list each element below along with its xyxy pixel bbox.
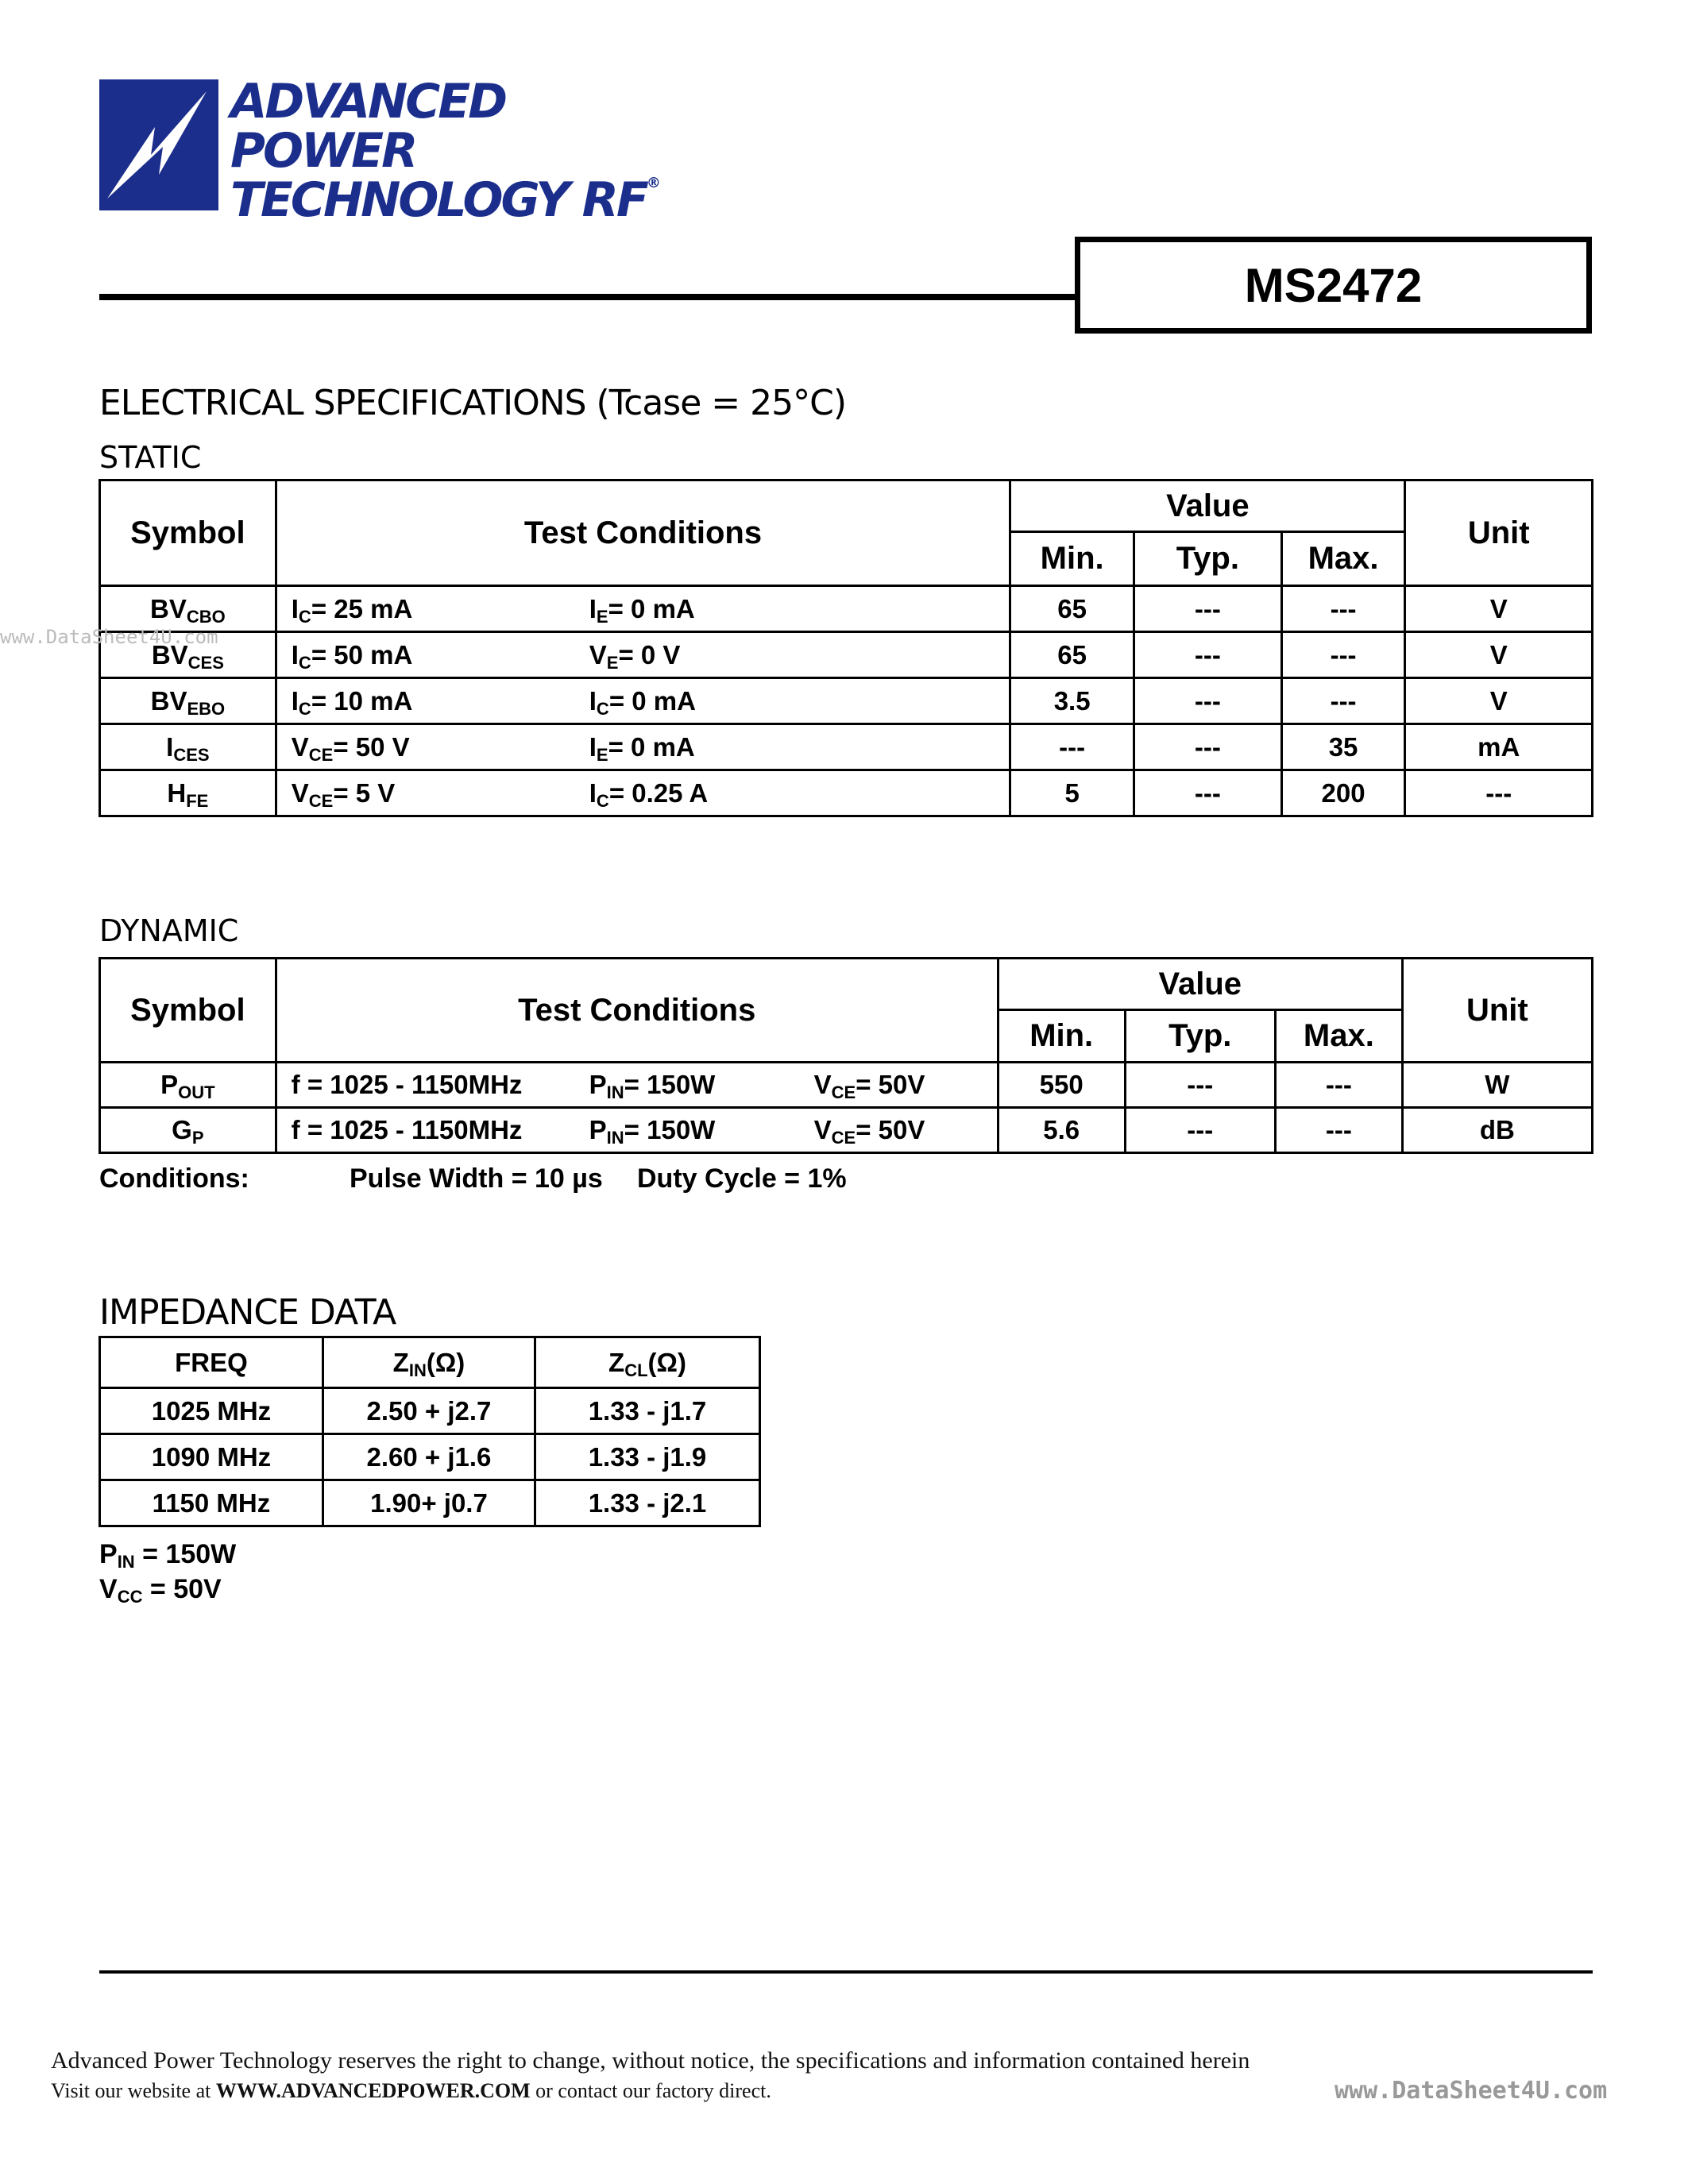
impedance-row <box>100 1388 760 1434</box>
dynamic-test-conditions: f = 1025 - 1150MHz $P_{IN}= 150W$ $V_{CE}= 50V$ <box>276 1108 998 1153</box>
footer-website-link[interactable]: WWW.ADVANCEDPOWER.COM <box>215 2079 531 2102</box>
static-test-conditions: $V_{CE}= 50$ V $I_E= 0$ mA <box>276 724 1010 770</box>
static-symbol: $BV_{CES}$ <box>100 632 276 678</box>
static-row <box>100 586 1593 632</box>
impedance-freq: 1025 MHz <box>100 1388 323 1434</box>
dynamic-header-value: Value <box>998 959 1402 1010</box>
dynamic-row <box>100 1063 1593 1108</box>
static-header-typ: Typ. <box>1134 532 1282 586</box>
impedance-freq: 1150 MHz <box>100 1480 323 1526</box>
static-test-conditions: $I_C= 25$ mA $I_E= 0$ mA <box>276 586 1010 632</box>
static-test-conditions: $I_C= 10$ mA $I_C= 0$ mA <box>276 678 1010 724</box>
dynamic-min: 550 <box>998 1063 1125 1108</box>
impedance-zcl: 1.33 - j2.1 <box>535 1480 759 1526</box>
static-unit: V <box>1405 632 1593 678</box>
static-test-conditions: $V_{CE}= 5$ V $I_C= 0.25$ A <box>276 770 1010 816</box>
static-min: --- <box>1010 724 1134 770</box>
conditions-label: Conditions: <box>99 1163 249 1194</box>
registered-mark: ® <box>646 175 661 191</box>
static-header-unit: Unit <box>1405 480 1593 586</box>
dynamic-header-typ: Typ. <box>1125 1010 1276 1063</box>
impedance-heading: IMPEDANCE DATA <box>99 1292 396 1333</box>
dynamic-header-unit: Unit <box>1402 959 1592 1063</box>
impedance-header-freq: FREQ <box>100 1337 323 1388</box>
static-unit: V <box>1405 678 1593 724</box>
static-header-value: Value <box>1010 480 1405 532</box>
dynamic-unit: W <box>1402 1063 1592 1108</box>
static-typ: --- <box>1134 632 1282 678</box>
static-min: 65 <box>1010 632 1134 678</box>
dynamic-test-conditions: f = 1025 - 1150MHz $P_{IN}= 150W$ $V_{CE}= 50V$ <box>276 1063 998 1108</box>
note-pin: $P_{IN} = 150W$ <box>99 1539 237 1572</box>
impedance-zin: 1.90+ j0.7 <box>323 1480 535 1526</box>
static-typ: --- <box>1134 678 1282 724</box>
conditions-pulse-width: Pulse Width = 10 µs <box>350 1163 603 1194</box>
electrical-specs-heading: ELECTRICAL SPECIFICATIONS (Tcase = 25°C) <box>99 383 846 423</box>
static-test-conditions: $I_C= 50$ mA $V_E= 0$ V <box>276 632 1010 678</box>
static-header-symbol: Symbol <box>100 480 276 586</box>
static-row <box>100 724 1593 770</box>
dynamic-header-test-conditions: Test Conditions <box>276 959 998 1063</box>
conditions-duty-cycle: Duty Cycle = 1% <box>637 1163 847 1194</box>
dynamic-header-max: Max. <box>1276 1010 1403 1063</box>
note-vcc: $V_{CC} = 50V$ <box>99 1574 222 1607</box>
static-symbol: $I_{CES}$ <box>100 724 276 770</box>
impedance-row <box>100 1480 760 1526</box>
dynamic-max: --- <box>1276 1063 1403 1108</box>
static-max: 200 <box>1281 770 1405 816</box>
static-symbol: $BV_{CBO}$ <box>100 586 276 632</box>
static-row <box>100 770 1593 816</box>
static-header-max: Max. <box>1281 532 1405 586</box>
impedance-zcl: 1.33 - j1.7 <box>535 1388 759 1434</box>
static-min: 65 <box>1010 586 1134 632</box>
static-symbol: $H_{FE}$ <box>100 770 276 816</box>
footer-rule <box>99 1970 1593 1974</box>
dynamic-label: DYNAMIC <box>99 913 239 948</box>
dynamic-header-min: Min. <box>998 1010 1125 1063</box>
part-number-box <box>1075 237 1592 334</box>
dynamic-min: 5.6 <box>998 1108 1125 1153</box>
footer-website-line: Visit our website at WWW.ADVANCEDPOWER.COM or contact our factory direct. <box>51 2079 771 2102</box>
static-max: --- <box>1281 632 1405 678</box>
static-typ: --- <box>1134 586 1282 632</box>
dynamic-typ: --- <box>1125 1063 1276 1108</box>
header-rule <box>99 294 1075 300</box>
static-row <box>100 632 1593 678</box>
impedance-zin: 2.50 + j2.7 <box>323 1388 535 1434</box>
static-unit: mA <box>1405 724 1593 770</box>
company-logo-text <box>230 74 661 228</box>
impedance-row <box>100 1434 760 1480</box>
static-min: 5 <box>1010 770 1134 816</box>
static-min: 3.5 <box>1010 678 1134 724</box>
static-max: --- <box>1281 678 1405 724</box>
dynamic-max: --- <box>1276 1108 1403 1153</box>
impedance-header-zin: $Z_{IN}(\Omega)$ <box>323 1337 535 1388</box>
logo-line-2: POWER <box>230 123 416 179</box>
static-typ: --- <box>1134 770 1282 816</box>
side-watermark: www.DataSheet4U.com <box>0 626 218 648</box>
static-unit: --- <box>1405 770 1593 816</box>
dynamic-unit: dB <box>1402 1108 1592 1153</box>
footer-watermark: www.DataSheet4U.com <box>1335 2077 1608 2105</box>
static-label: STATIC <box>99 440 202 475</box>
static-row <box>100 678 1593 724</box>
static-max: 35 <box>1281 724 1405 770</box>
static-unit: V <box>1405 586 1593 632</box>
static-symbol: $BV_{EBO}$ <box>100 678 276 724</box>
static-table <box>98 479 1593 817</box>
footer-disclaimer: Advanced Power Technology reserves the right to change, without notice, the specifications and information contained herein <box>51 2047 1250 2074</box>
logo-line-1: ADVANCED <box>230 74 506 129</box>
impedance-header-zcl: $Z_{CL}(\Omega)$ <box>535 1337 759 1388</box>
static-typ: --- <box>1134 724 1282 770</box>
impedance-zin: 2.60 + j1.6 <box>323 1434 535 1480</box>
dynamic-header-symbol: Symbol <box>100 959 276 1063</box>
company-logo-icon <box>99 79 218 210</box>
dynamic-symbol: $P_{OUT}$ <box>100 1063 276 1108</box>
static-header-min: Min. <box>1010 532 1134 586</box>
dynamic-table <box>98 957 1593 1154</box>
dynamic-typ: --- <box>1125 1108 1276 1153</box>
static-max: --- <box>1281 586 1405 632</box>
part-number: MS2472 <box>1244 258 1423 312</box>
impedance-zcl: 1.33 - j1.9 <box>535 1434 759 1480</box>
dynamic-row <box>100 1108 1593 1153</box>
dynamic-symbol: $G_P$ <box>100 1108 276 1153</box>
static-header-test-conditions: Test Conditions <box>276 480 1010 586</box>
impedance-freq: 1090 MHz <box>100 1434 323 1480</box>
logo-line-3: TECHNOLOGY RF <box>230 172 647 228</box>
impedance-table <box>98 1336 761 1527</box>
